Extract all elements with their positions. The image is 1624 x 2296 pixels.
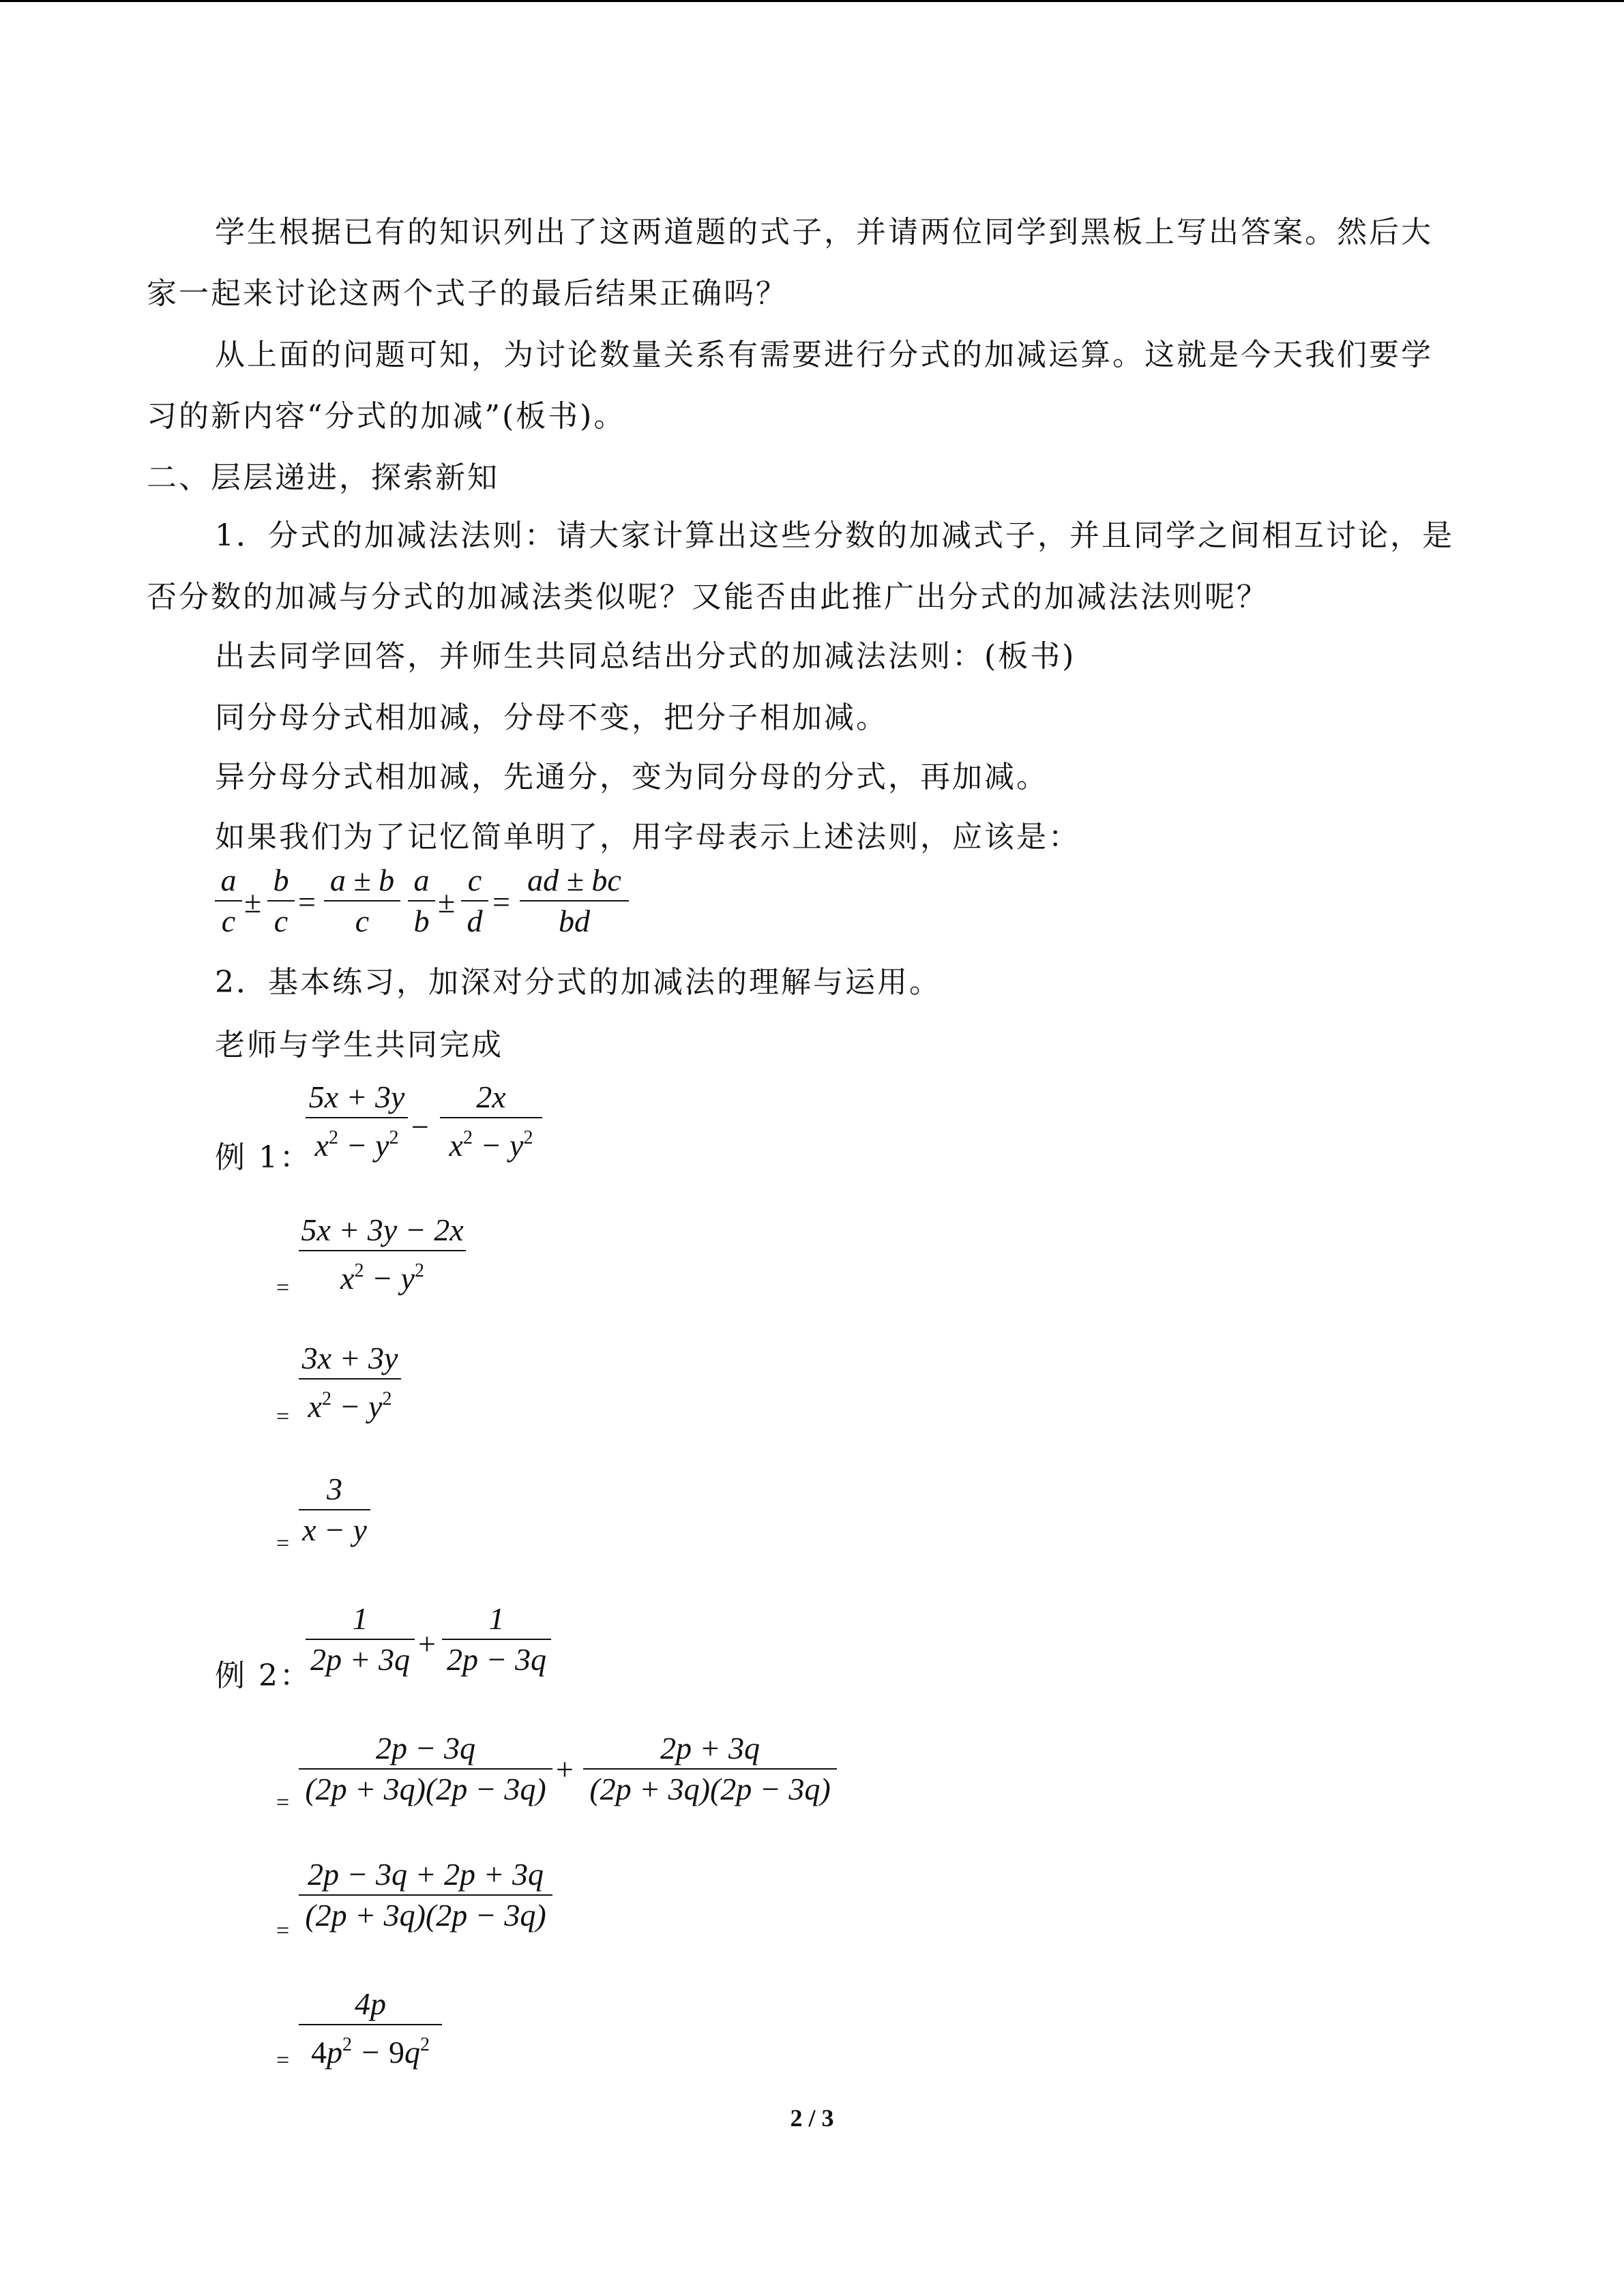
rule-op-1: ± [244,884,262,919]
ex1-step1-eq: = [276,1275,290,1300]
ex2-step1-frac-1: 2p − 3q (2p + 3q)(2p − 3q) [299,1729,552,1809]
rule-frac-4: a b [408,861,435,941]
ex2-step1-eq: = [276,1790,290,1815]
rule-eq-1: = [298,884,316,919]
rule-op-2: ± [438,884,456,919]
paragraph-1-line-1: 学生根据已有的知识列出了这两道题的式子，并请两位同学到黑板上写出答案。然后大 [215,215,1433,250]
ex2-plus: + [418,1626,436,1661]
page-number: 2 / 3 [790,2104,834,2132]
rule-frac-3: a ± b c [324,861,400,941]
ex2-step1-frac-2: 2p + 3q (2p + 3q)(2p − 3q) [583,1729,837,1809]
ex2-question-frac-2: 1 2p − 3q [442,1599,551,1680]
paragraph-3-line-2: 否分数的加减与分式的加减法类似呢？又能否由此推广出分式的加减法法则呢？ [147,580,1269,614]
ex1-step2-eq: = [276,1404,290,1429]
paragraph-2-line-1: 从上面的问题可知，为讨论数量关系有需要进行分式的加减运算。这就是今天我们要学 [215,338,1433,372]
top-border-line [0,0,1624,2]
ex2-step2-eq: = [276,1918,290,1943]
ex1-step1-frac: 5x + 3y − 2x $x^2 - y^2$ [299,1210,466,1298]
example-1-label: 例 1： [215,1140,312,1175]
paragraph-2-line-2: 习的新内容“分式的加减”(板书)。 [147,399,626,434]
paragraph-4: 出去同学回答，并师生共同总结出分式的加减法法则：(板书) [215,639,1076,674]
paragraph-1-line-2: 家一起来讨论这两个式子的最后结果正确吗？ [147,276,788,311]
paragraph-8: 2．基本练习，加深对分式的加减法的理解与运用。 [215,965,941,1000]
ex2-step3-frac: 4p $4p^2 - 9q^2$ [299,1984,442,2072]
ex1-step3-frac: 3 x − y [299,1470,370,1550]
paragraph-5: 同分母分式相加减，分母不变，把分子相加减。 [215,700,888,735]
rule-frac-2: b c [267,861,295,941]
paragraph-6: 异分母分式相加减，先通分，变为同分母的分式，再加减。 [215,760,1048,794]
paragraph-3-line-1: 1．分式的加减法法则：请大家计算出这些分数的加减式子，并且同学之间相互讨论，是 [215,518,1454,553]
rule-frac-6: ad ± bc bd [520,861,629,941]
ex1-step2-frac: 3x + 3y $x^2 - y^2$ [299,1339,401,1427]
rule-eq-2: = [492,884,510,919]
ex1-step3-eq: = [276,1531,290,1556]
paragraph-9: 老师与学生共同完成 [215,1028,503,1062]
ex2-question-frac-1: 1 2p + 3q [306,1599,415,1680]
ex2-step3-eq: = [276,2048,290,2073]
ex2-step1-plus: + [556,1752,574,1787]
ex1-question-frac-2: 2x $x^2 - y^2$ [440,1077,542,1165]
rule-frac-1: a c [215,861,242,941]
section-heading: 二、层层递进，探索新知 [147,460,499,495]
ex1-minus: − [411,1109,429,1144]
example-2-label: 例 2： [215,1658,312,1693]
ex2-step2-frac: 2p − 3q + 2p + 3q (2p + 3q)(2p − 3q) [299,1855,552,1935]
paragraph-7: 如果我们为了记忆简单明了，用字母表示上述法则，应该是： [215,820,1080,854]
ex1-question-frac-1: 5x + 3y $x^2 - y^2$ [306,1077,408,1165]
rule-frac-5: c d [461,861,488,941]
